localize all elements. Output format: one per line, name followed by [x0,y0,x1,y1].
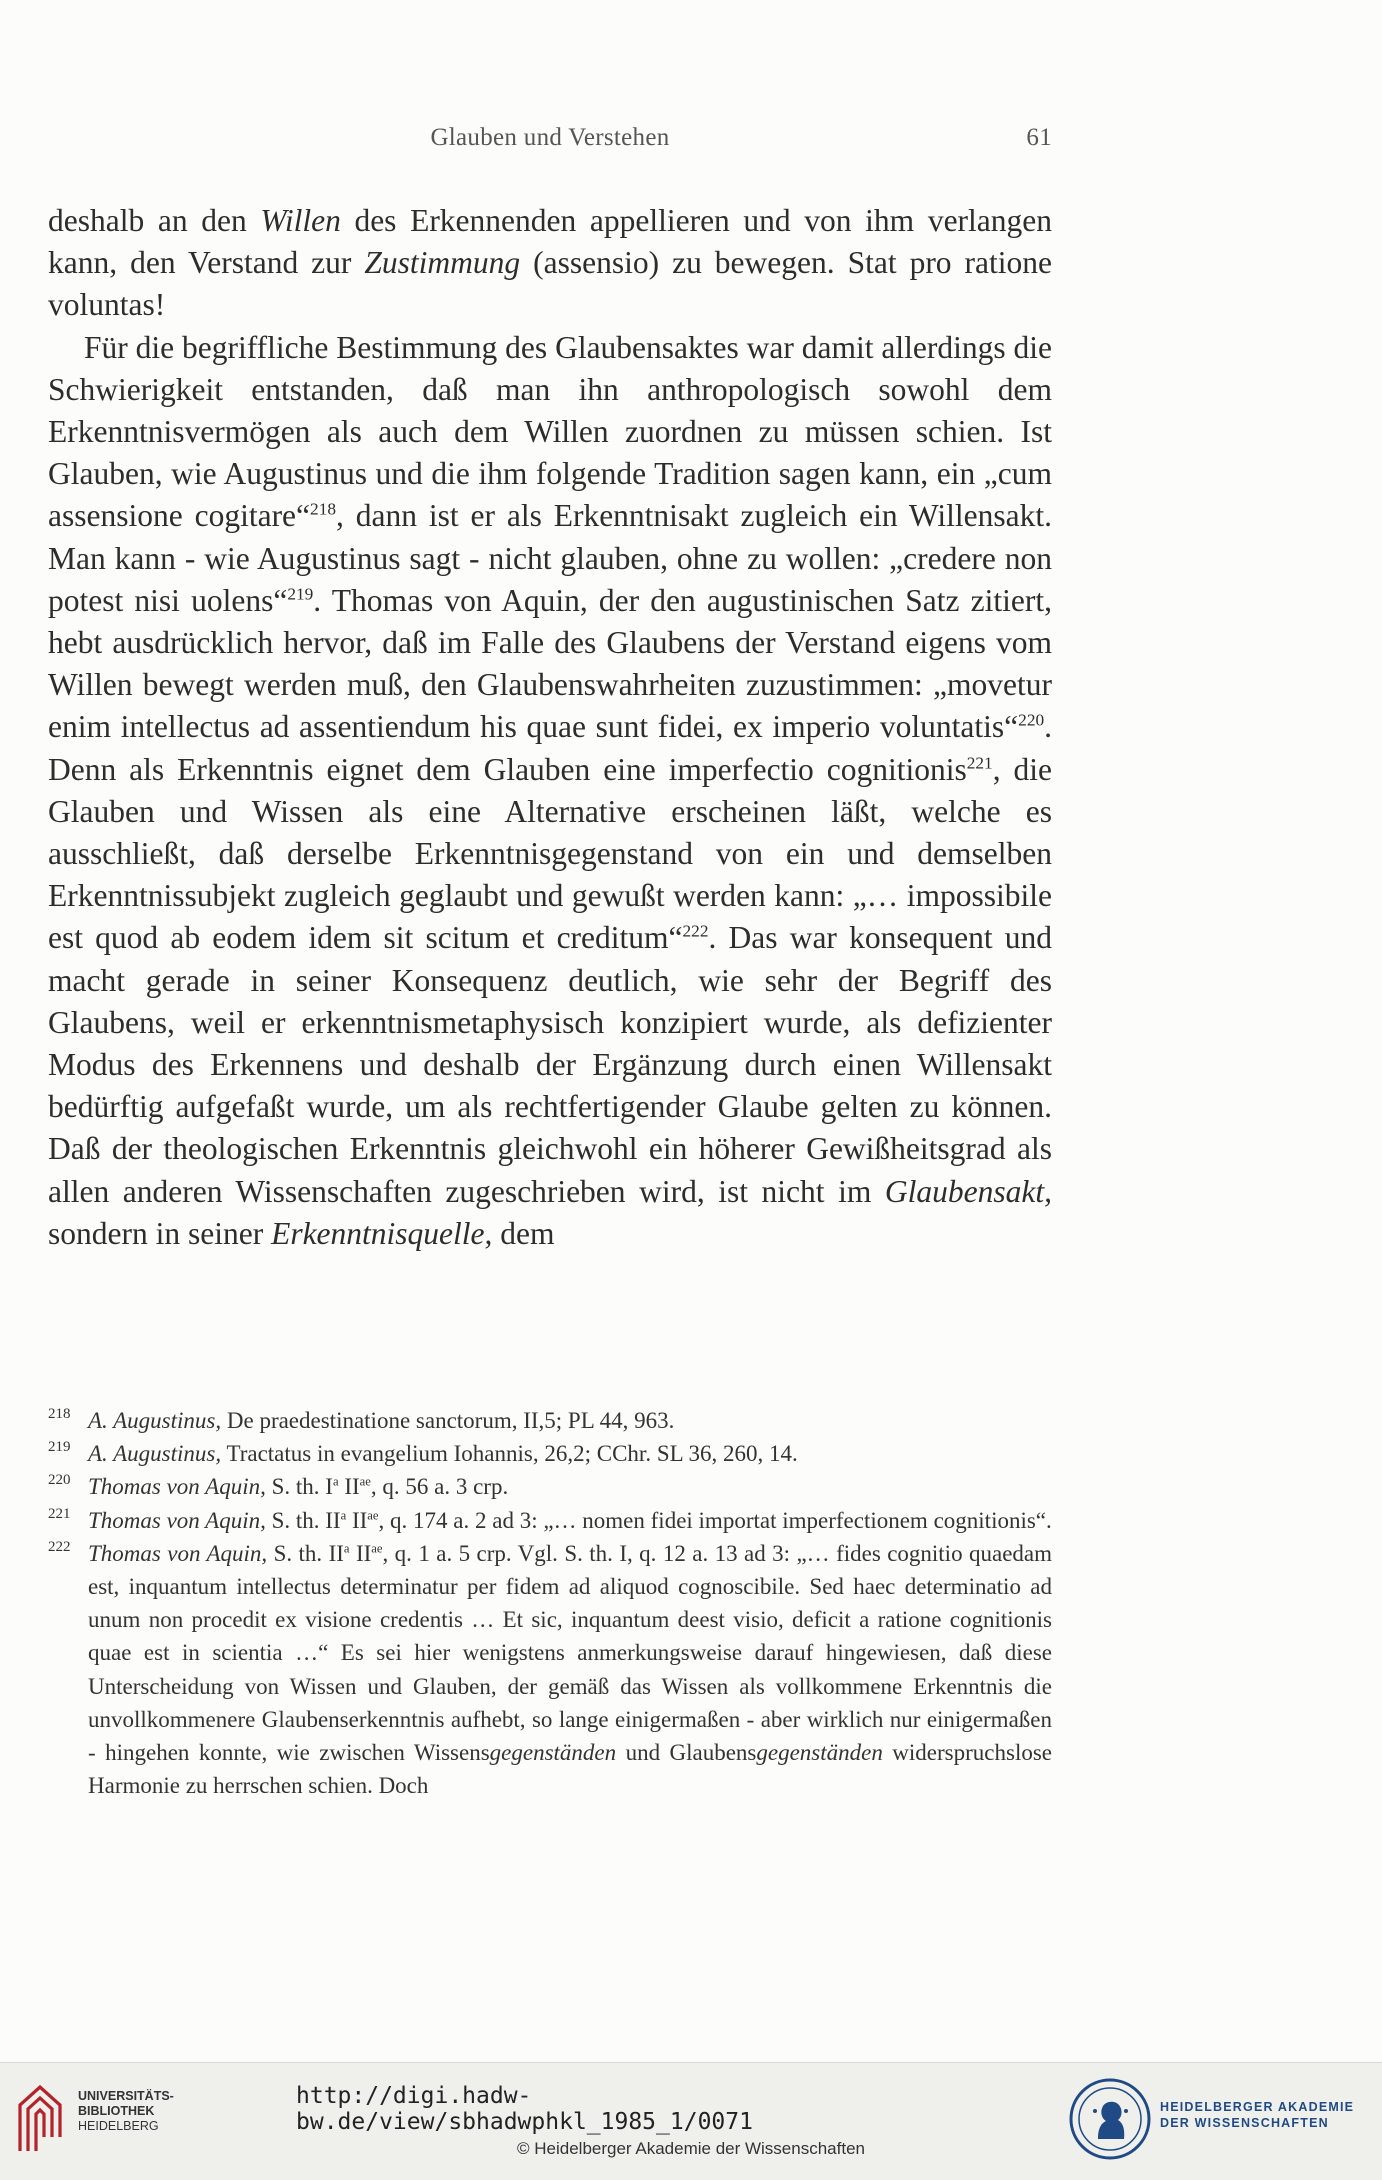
footnote-219: 219 A. Augustinus, Tractatus in evangelium Iohannis, 26,2; CChr. SL 36, 260, 14. [48,1439,798,1467]
footnote-218: 218 A. Augustinus, De praedestinatione sanctorum, II,5; PL 44, 963. [48,1406,675,1433]
digitization-footer [0,2062,1382,2180]
footnote-222: 222 Thomas von Aquin, S. th. $II^a$ $II^{ae}$, q. 1 a. 5 crp. Vgl. S. th. I, q. 12 a. 13 ad 3: „… fides cognitio quaedam est, inquantum intellectus determinatur per fidem ad aliquod cognoscibile. Sed haec determinatio ad unum non procedit ex visione credentis … Et sic, inquantum deest visio, deficit a ratione cognitionis quae est in scientia …“ Es sei hier wenigstens anmerkungsweise darauf hingewiesen, daß diese Unterscheidung von Wissen und Glauben, der gemäß das Wissen als vollkommene Erkenntnis die unvollkommenere Glaubenserkenntnis aufhebt, so lange einigermaßen - aber wirklich nur einigermaßen - hingehen konnte, wie zwischen Wissensgegenständen und Glaubensgegenständen widerspruchslose Harmonie zu herrschen schien. Doch [48,1538,1052,1799]
footnote-220: 220 Thomas von Aquin, S. th. $I^a$ $II^{ae}$, q. 56 a. 3 crp. [48,1472,509,1500]
academy-seal-icon[interactable] [1068,2077,1152,2161]
footnote-ref-222[interactable]: 222 [682,921,709,941]
running-head [48,124,1052,158]
academy-name: HEIDELBERGER AKADEMIE DER WISSENSCHAFTEN [1160,2100,1355,2130]
page-number: 61 [1026,124,1052,151]
paragraph-1: deshalb an den Willen des Erkennenden appellieren und von ihm verlangen kann, den Verstand zur Zustimmung (assensio) zu bewegen. Stat pro ratione voluntas! [48,203,1052,323]
footnotes [48,1404,1052,1802]
permalink-url[interactable]: http://digi.hadw-bw.de/view/sbhadwphkl_1985_1/0071 [296,2083,753,2135]
footnote-ref-219[interactable]: 219 [287,584,314,604]
footnote-ref-220[interactable]: 220 [1018,710,1045,730]
main-text [48,200,1052,1255]
footnote-ref-221[interactable]: 221 [966,753,993,773]
footnote-ref-218[interactable]: 218 [310,499,336,519]
paragraph-2: Für die begriffliche Bestimmung des Glaubensaktes war damit allerdings die Schwierigkeit entstanden, daß man ihn anthropologisch sowohl dem Erkenntnisvermögen als auch dem Willen zuordnen zu müssen schien. Ist Glauben, wie Augustinus und die ihm folgende Tradition sagen kann, ein „cum assensione cogitare“$^{218}$, dann ist er als Erkenntnisakt zugleich ein Willensakt. Man kann - wie Augustinus sagt - nicht glauben, ohne zu wollen: „credere non potest nisi uolens“$^{219}$. Thomas von Aquin, der den augustinischen Satz zitiert, hebt ausdrücklich hervor, daß im Falle des Glaubens der Verstand eigens vom Willen bewegt werden muß, den Glaubenswahrheiten zuzustimmen: „movetur enim intellectus ad assentiendum his quae sunt fidei, ex imperio voluntatis“$^{220}$. Denn als Erkenntnis eignet dem Glauben eine imperfectio cognitionis$^{221}$, die Glauben und Wissen als eine Alternative erscheinen läßt, welche es ausschließt, daß derselbe Erkenntnisgegenstand von ein und demselben Erkenntnissubjekt zugleich geglaubt und gewußt werden kann: „… impossibile est quod ab eodem idem sit scitum et creditum“$^{222}$. Das war konsequent und macht gerade in seiner Konsequenz deutlich, wie sehr der Begriff des Glaubens, weil er erkenntnismetaphysisch konzipiert wurde, als defizienter Modus des Erkennens und deshalb der Ergänzung durch einen Willensakt bedürftig aufgefaßt wurde, um als rechtfertigender Glaube gelten zu können. Daß der theologischen Erkenntnis gleichwohl ein höherer Gewißheitsgrad als allen anderen Wissenschaften zugeschrieben wird, ist nicht im Glaubensakt, sondern in seiner Erkenntnisquelle, dem [48,329,1052,1251]
copyright-notice: © Heidelberger Akademie der Wissenschaften [517,2139,865,2158]
library-name: UNIVERSITÄTS- BIBLIOTHEK HEIDELBERG [78,2089,174,2133]
footnote-221: 221 Thomas von Aquin, S. th. $II^a$ $II^{ae}$, q. 174 a. 2 ad 3: „… nomen fidei importat imperfectionem cognitionis“. [48,1505,1052,1533]
running-title: Glauben und Verstehen [430,124,670,151]
